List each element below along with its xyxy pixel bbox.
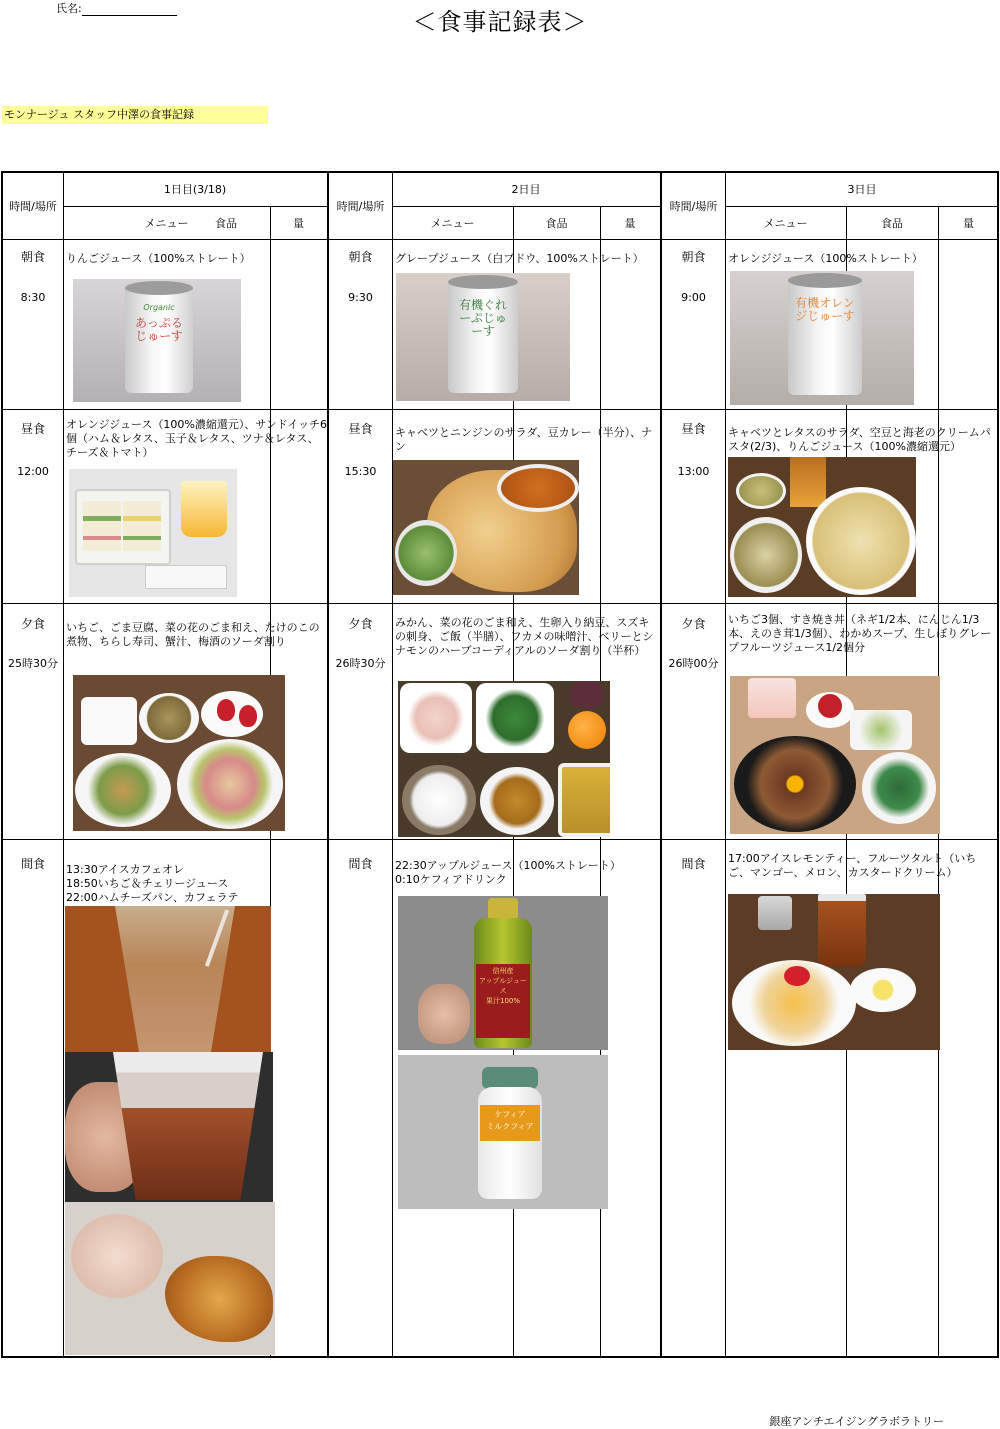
grid-line: [3, 839, 999, 840]
grid-line: [327, 173, 329, 1358]
meal-label-snack: 間食: [20, 857, 45, 871]
grid-line: [3, 239, 999, 240]
wakame-soup-bowl: [862, 752, 936, 824]
meal-record-table: [1, 171, 999, 1358]
time-place-header: 時間/場所: [669, 200, 718, 213]
sandwich: [83, 501, 121, 551]
mandarin: [568, 711, 606, 749]
strawberry: [217, 699, 235, 721]
photo-orange-juice-can: [730, 271, 914, 405]
meal-label-snack: 間食: [681, 857, 706, 871]
meal-time: 26時00分: [668, 657, 719, 670]
photo-berry-cherry-juice: [65, 1052, 273, 1202]
can-body: [788, 275, 862, 395]
kefir-label-line: ミルクフィア: [486, 1122, 534, 1131]
cafe-au-lait-glass: [115, 906, 235, 1052]
photo-dinner-day1: [73, 675, 285, 831]
menu-text: オレンジジュース（100%ストレート）: [728, 252, 923, 265]
bottle-label-line: 信州産: [492, 967, 514, 975]
name-label: 氏名:: [56, 2, 82, 15]
photo-kefir-drink: [398, 1055, 608, 1209]
kefir-cap: [482, 1067, 538, 1089]
crab-soup-bowl: [139, 693, 199, 743]
grid-line: [660, 173, 662, 1358]
salad-plate: [395, 520, 457, 586]
photo-sandwich-lunch: [69, 469, 237, 597]
meal-label-lunch: 昼食: [681, 422, 706, 436]
lemon-plate: [850, 968, 916, 1012]
photo-apple-juice-bottle: [398, 896, 608, 1050]
meal-label-breakfast: 朝食: [20, 250, 45, 264]
sandwich: [123, 501, 161, 551]
sesame-tofu-plate: [81, 697, 137, 745]
grid-line: [63, 173, 64, 1358]
menu-col-header: メニュー: [430, 217, 475, 230]
strawberry: [239, 705, 257, 727]
menu-col-header: メニュー: [763, 217, 808, 230]
can-label: 有機ぐれーぷじゅーす: [458, 298, 507, 338]
sukiyaki-bowl: [734, 736, 856, 832]
time-place-header: 時間/場所: [9, 200, 57, 213]
day-header: 2日目: [511, 183, 541, 196]
photo-grape-juice-can: [396, 273, 570, 401]
cordial-glass: [570, 681, 604, 709]
menu-col-header: メニュー: [144, 217, 189, 230]
miso-soup-bowl: [480, 767, 554, 835]
menu-text: キャベツとレタスのサラダ、空豆と海老のクリームパスタ(2/3)、りんごジュース（100%濃縮還元）: [728, 426, 991, 453]
wrapper: [145, 565, 227, 589]
side-dish: [850, 710, 912, 750]
tea-cup: [736, 473, 786, 509]
menu-text: 13:30アイスカフェオレ 18:50いちご＆チェリージュース 22:00ハムチーズパン、カフェラテ: [66, 863, 239, 904]
footer-lab-name: 銀座アンチエイジングラボラトリー: [769, 1415, 944, 1428]
strawberry: [818, 694, 842, 718]
strawberry: [784, 966, 810, 986]
menu-text: グレープジュース（白ブドウ、100%ストレート）: [395, 252, 644, 265]
food-col-header: 食品: [881, 217, 903, 230]
can-brand: Organic: [143, 303, 175, 312]
nanohana-plate: [476, 683, 554, 753]
bottle-cap: [488, 898, 518, 920]
menu-text: りんごジュース（100%ストレート）: [66, 252, 251, 265]
iced-lemon-tea-glass: [818, 894, 866, 966]
can-label: 有機オレンジじゅーす: [795, 296, 855, 323]
meal-label-lunch: 昼食: [20, 422, 45, 436]
grid-line: [63, 206, 327, 207]
meal-label-snack: 間食: [348, 857, 373, 871]
water-glass: [758, 896, 792, 930]
curry-bowl: [497, 464, 579, 512]
meal-time: 26時30分: [335, 657, 386, 670]
meal-label-dinner: 夕食: [348, 617, 373, 631]
food-col-header: 食品: [215, 217, 237, 230]
sashimi-plate: [400, 683, 472, 753]
amount-col-header: 量: [963, 217, 974, 230]
hand: [418, 984, 470, 1044]
apple-juice-glass: [790, 457, 826, 507]
grid-line: [392, 173, 393, 1358]
kefir-bottle: [478, 1087, 542, 1199]
simmered-bamboo-plate: [75, 753, 171, 827]
meal-time: 25時30分: [8, 657, 58, 670]
meal-label-dinner: 夕食: [20, 617, 45, 631]
photo-pasta-lunch: [728, 457, 916, 597]
time-place-header: 時間/場所: [336, 200, 385, 213]
juice-cup: [181, 481, 227, 537]
day-header: 3日目: [847, 183, 877, 196]
menu-text: オレンジジュース（100%濃縮還元）、サンドイッチ6個（ハム＆レタス、玉子＆レタス、ツナ＆レタス、チーズ＆トマト）: [66, 418, 328, 459]
photo-iced-cafe-au-lait: [65, 906, 271, 1052]
can-lid: [448, 275, 518, 289]
photo-dinner-day3: [730, 676, 940, 834]
meal-time: 9:30: [348, 291, 373, 304]
chirashi-sushi-plate: [177, 739, 283, 829]
meal-time: 12:00: [17, 465, 49, 478]
meal-time: 9:00: [681, 291, 706, 304]
food-col-header: 食品: [545, 217, 568, 230]
berry-juice-cup: [113, 1052, 263, 1200]
menu-text: キャベツとニンジンのサラダ、豆カレー（半分）、ナン: [395, 426, 653, 453]
meal-time: 15:30: [344, 465, 377, 478]
amount-col-header: 量: [293, 217, 304, 230]
meal-time: 8:30: [20, 291, 46, 304]
grid-line: [392, 206, 660, 207]
grid-line: [725, 206, 999, 207]
bottle-label-line: 果汁100%: [485, 997, 520, 1005]
latte-cup: [71, 1214, 163, 1298]
subtitle-banner: モンナージュ スタッフ中澤の食事記録: [2, 106, 268, 124]
photo-dinner-day2: [398, 681, 610, 837]
page-title: ＜食事記録表＞: [412, 8, 588, 36]
pasta-plate: [806, 487, 916, 595]
menu-text: いちご3個、すき焼き丼（ネギ1/2本、にんじん1/3本、えのき茸1/3個）、わかめスープ、生しぼりグレープフルーツジュース1/2個分: [728, 613, 992, 654]
rice-bowl: [402, 765, 476, 835]
can-label: あっぷるじゅーす: [135, 316, 183, 343]
menu-text: 17:00アイスレモンティー、フルーツタルト（いちご、マンゴー、メロン、カスタードクリーム）: [728, 852, 977, 879]
photo-apple-juice-can: [73, 279, 241, 402]
menu-text: 22:30アップルジュース（100%ストレート） 0:10ケフィアドリンク: [395, 859, 621, 886]
menu-text: いちご、ごま豆腐、菜の花のごま和え、たけのこの煮物、ちらし寿司、蟹汁、梅酒のソーダ割り: [66, 621, 320, 648]
natto-dish: [558, 763, 610, 837]
photo-tea-fruit-tart: [728, 894, 940, 1050]
meal-label-breakfast: 朝食: [681, 250, 706, 264]
grid-line: [3, 409, 999, 410]
meal-time: 13:00: [677, 465, 710, 478]
bottle-label: [476, 964, 530, 1038]
menu-text: みかん、菜の花のごま和え、生卵入り納豆、スズキの刺身、ご飯（半膳）、ワカメの味噌汁、ベリーとシナモンのハーブコーディアルのソーダ割り（半杯）: [395, 616, 654, 657]
grapefruit-juice-glass: [748, 678, 796, 718]
can-lid: [125, 281, 193, 295]
photo-naan-curry: [393, 460, 579, 595]
photo-latte-bread: [65, 1202, 275, 1355]
grid-line: [3, 603, 999, 604]
grid-line: [725, 173, 726, 1358]
can-lid: [788, 273, 862, 288]
salad-bowl: [730, 517, 802, 593]
kefir-label-line: ケフィア: [494, 1110, 526, 1119]
day-header: 1日目(3/18): [163, 183, 227, 196]
bottle-label-line: アップルジュース: [479, 977, 527, 995]
amount-col-header: 量: [624, 217, 636, 230]
kefir-label: [480, 1105, 540, 1141]
meal-label-lunch: 昼食: [348, 422, 373, 436]
meal-label-dinner: 夕食: [681, 617, 706, 631]
ham-cheese-bread: [165, 1256, 273, 1342]
meal-label-breakfast: 朝食: [348, 250, 373, 264]
